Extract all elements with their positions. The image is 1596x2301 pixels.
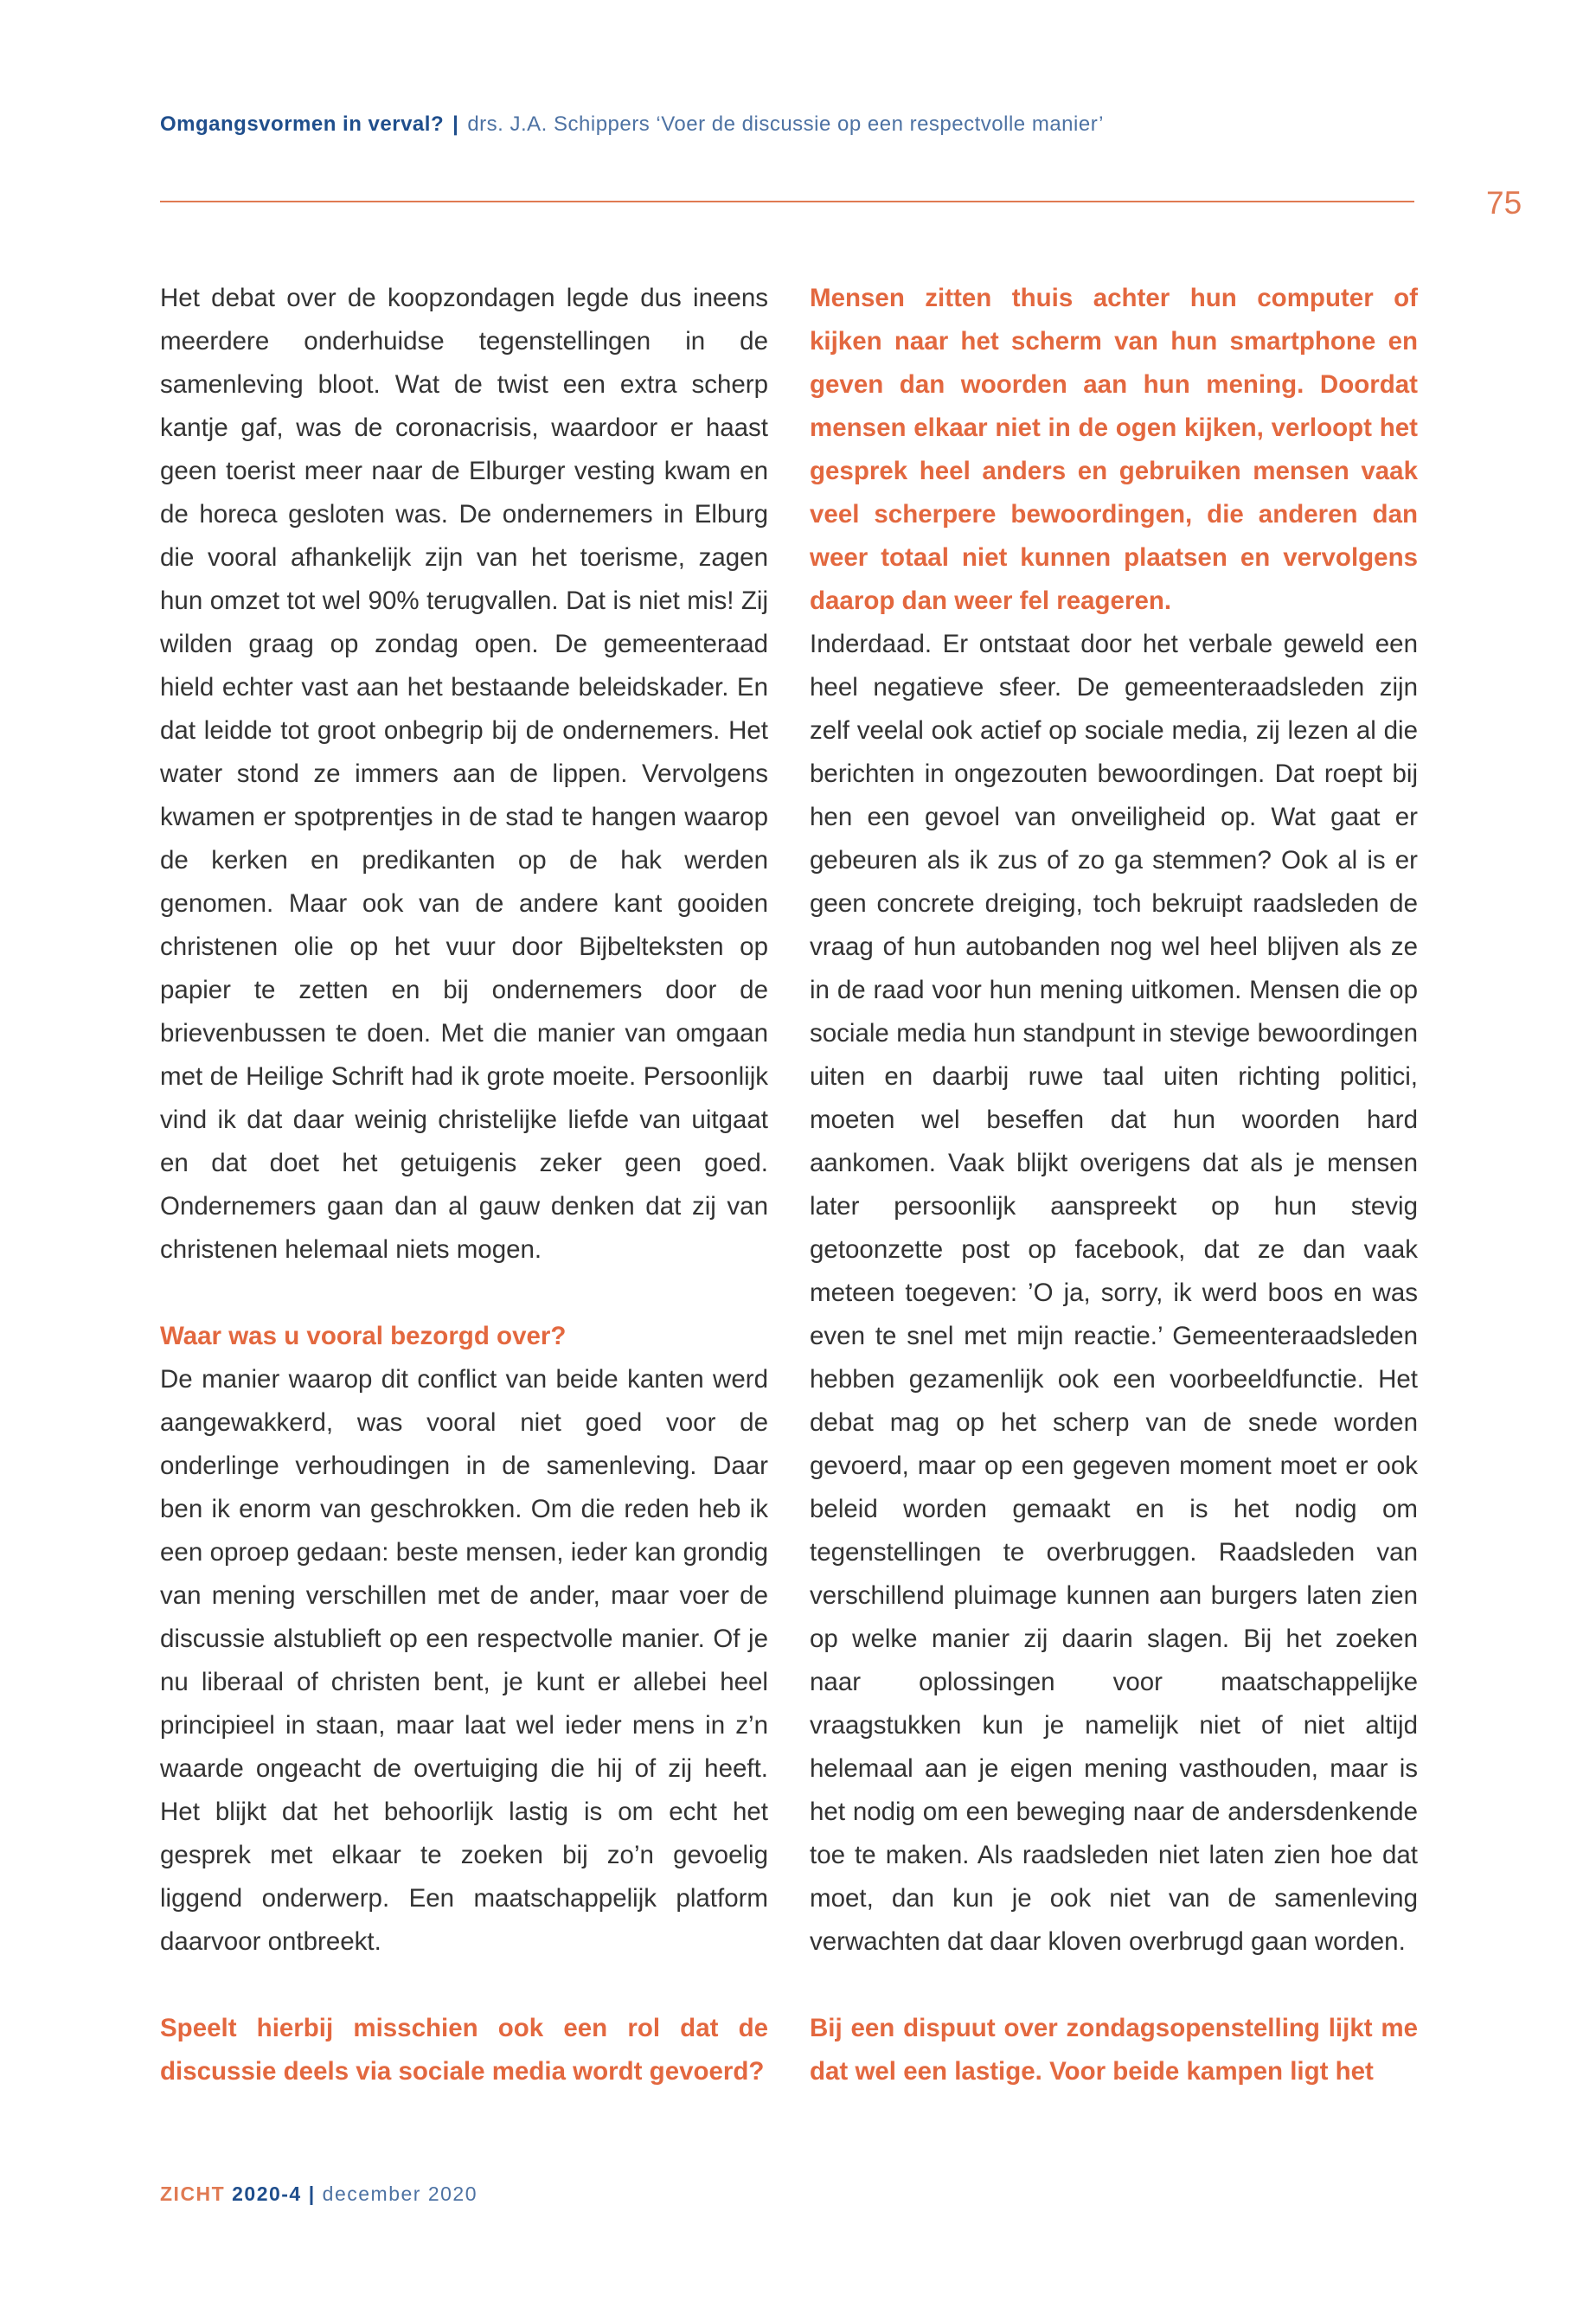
right-question-2: Bij een dispuut over zondagsopenstelling lijkt me dat wel een lastige. Voor beide kampen ligt het <box>810 2014 1418 2086</box>
footer-issue: 2020-4 <box>232 2182 302 2205</box>
header-subtitle: drs. J.A. Schippers ‘Voer de discussie op een respectvolle manier’ <box>467 112 1104 136</box>
left-paragraph-2: De manier waarop dit conflict van beide kanten werd aangewakkerd, was vooral niet goed voor de onderlinge verhoudingen in de samenleving. Daar ben ik enorm van geschrokken. Om die reden heb ik een oproep gedaan: beste mensen, ieder kan grondig van mening verschillen met de ander, maar voer de discussie alstublieft op een respectvolle manier. Of je nu liberaal of christen bent, je kunt er allebei heel principieel in staan, maar laat wel ieder mens in z’n waarde ongeacht de overtuiging die hij of zij heeft. Het blijkt dat het behoorlijk lastig is om echt het gesprek met elkaar te zoeken bij zo’n gevoelig liggend onderwerp. Een maatschappelijk platform daarvoor ontbreekt. <box>160 1365 768 1956</box>
left-paragraph-1: Het debat over de koopzondagen legde dus ineens meerdere onderhuidse tegenstellingen in de samenleving bloot. Wat de twist een extra scherp kantje gaf, was de coronacrisis, waardoor er haast geen toerist meer naar de Elburger vesting kwam en de horeca gesloten was. De ondernemers in Elburg die vooral afhankelijk zijn van het toerisme, zagen hun omzet tot wel 90% terugvallen. Dat is niet mis! Zij wilden graag op zondag open. De gemeenteraad hield echter vast aan het bestaande beleidskader. En dat leidde tot groot onbegrip bij de ondernemers. Het water stond ze immers aan de lippen. Vervolgens kwamen er spotprentjes in de stad te hangen waarop de kerken en predikanten op de hak werden genomen. Maar ook van de andere kant gooiden christenen olie op het vuur door Bijbelteksten op papier te zetten en bij ondernemers door de brievenbussen te doen. Met die manier van omgaan met de Heilige Schrift had ik grote moeite. Persoonlijk vind ik dat daar weinig christelijke liefde van uitgaat en dat doet het getuigenis zeker geen goed. Ondernemers gaan dan al gauw denken dat zij van christenen helemaal niets mogen. <box>160 284 768 1264</box>
right-question-1: Mensen zitten thuis achter hun computer of kijken naar het scherm van hun smartphone en geven dan woorden aan hun mening. Doordat mensen elkaar niet in de ogen kijken, verloopt het gesprek heel anders en gebruiken mensen vaak veel scherpere bewoordingen, die anderen dan weer totaal niet kunnen plaatsen en vervolgens daarop dan weer fel reageren. <box>810 284 1418 615</box>
running-header <box>160 112 1104 137</box>
header-title: Omgangsvormen in verval? <box>160 112 445 136</box>
paragraph-gap <box>810 1964 1418 2007</box>
header-rule <box>160 201 1414 202</box>
page-number: 75 <box>1486 185 1522 221</box>
page-footer <box>160 2182 478 2206</box>
footer-separator: | <box>308 2182 316 2205</box>
footer-date: december 2020 <box>322 2182 478 2205</box>
left-question-2: Speelt hierbij misschien ook een rol dat de discussie deels via sociale media wordt gevoerd? <box>160 2014 768 2086</box>
left-question-1: Waar was u vooral bezorgd over? <box>160 1322 567 1350</box>
paragraph-gap <box>160 1272 768 1315</box>
paragraph-gap <box>160 1964 768 2007</box>
right-paragraph-1: Inderdaad. Er ontstaat door het verbale geweld een heel negatieve sfeer. De gemeenteraadsleden zijn zelf veelal ook actief op sociale media, zij lezen al die berichten in ongezouten bewoordingen. Dat roept bij hen een gevoel van onveiligheid op. Wat gaat er gebeuren als ik zus of zo ga stemmen? Ook al is er geen concrete dreiging, toch bekruipt raadsleden de vraag of hun autobanden nog wel heel blijven als ze in de raad voor hun mening uitkomen. Mensen die op sociale media hun standpunt in stevige bewoordingen uiten en daarbij ruwe taal uiten richting politici, moeten wel beseffen dat hun woorden hard aankomen. Vaak blijkt overigens dat als je mensen later persoonlijk aanspreekt op hun stevig getoonzette post op facebook, dat ze dan vaak meteen toegeven: ’O ja, sorry, ik werd boos en was even te snel met mijn reactie.’ Gemeenteraadsleden hebben gezamenlijk ook een voorbeeldfunctie. Het debat mag op het scherp van de snede worden gevoerd, maar op een gegeven moment moet er ook beleid worden gemaakt en is het nodig om tegenstellingen te overbruggen. Raadsleden van verschillend pluimage kunnen aan burgers laten zien op welke manier zij daarin slagen. Bij het zoeken naar oplossingen voor maatschappelijke vraagstukken kun je namelijk niet of niet altijd helemaal aan je eigen mening vasthouden, maar is het nodig om een beweging naar de andersdenkende toe te maken. Als raadsleden niet laten zien hoe dat moet, dan kun je ook niet van de samenleving verwachten dat daar kloven overbrugd gaan worden. <box>810 630 1418 1956</box>
footer-magazine: ZICHT <box>160 2182 226 2205</box>
left-column <box>160 277 768 2093</box>
header-separator: | <box>452 112 459 136</box>
right-column <box>810 277 1418 2093</box>
